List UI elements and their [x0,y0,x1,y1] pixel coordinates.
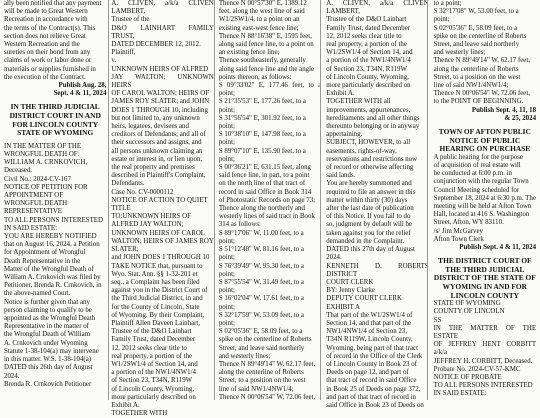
text-line: /s/ Jim McGarvey [433,227,484,235]
text-line: point; [218,270,235,278]
text-line: and part of that tract of record in [326,393,416,401]
text-line: a portion of the NW1/4NW1/4 [326,57,411,65]
text-line: points thereon, as follows: [218,73,292,81]
text-line: against you in the District Court of [111,287,208,295]
text-line: T34N R119W, Lincoln County, [326,336,413,344]
text-line: Probate No. 2024-CV-57-KMC [433,365,521,373]
text-line: TAKE NOTICE that, pursuant to [111,262,203,270]
text-line: ALFRED JAY WALTON; [111,221,184,229]
text-line: described in Plaintiff's Complaint, [111,172,206,180]
text-line: WALTON; HEIRS OF JAMES ROY SLATER; [111,237,214,254]
text-line: Thence N 00°57'30" E, 1389.12 [218,0,307,7]
column-5 [434,0,536,400]
text-line: A. CLIVEN, a/k/a CLIVEN LAMBERT, [111,0,214,16]
text-line: point; [218,139,235,147]
column-1 [4,0,106,400]
text-line: W1/2SW1/4 of Section 14, and [326,49,413,57]
text-line: Petitioner, Brenda R. Crnkovich, in [4,282,102,290]
text-line: NOTICE OF PETITION FOR [4,183,88,191]
text-line: point; [218,303,235,311]
text-line: W1/2SW1/4, to a point on an [218,16,300,24]
text-line: point; [218,287,235,295]
text-line: Western Recreation and the [4,41,80,49]
text-line: IN THE MATTER OF THE [4,142,82,150]
text-line: real property, a portion of the [326,41,407,49]
text-line: JAY WALTON; UNKNOWN HEIRS [111,73,214,90]
text-line: along said fence line and the angle [218,65,315,73]
text-line: for Appointment of Wrongful [4,249,86,257]
text-line: the Wrongful Death of William [4,331,91,339]
text-line: September 18, 2024 at 6:30 p.m. The [433,194,536,202]
text-line: Afton Town Clerk [433,235,484,243]
text-line: S 02°05'36" E, 58.09 feet, to a [218,328,303,336]
text-line: S 89°17'06" W, 11.00 feet, to a [218,229,304,237]
text-line: of Photostatic Records on page 73; [218,196,316,204]
text-line: thereunto belonging or in anyway [326,123,420,131]
text-line: feet, along the west line of said [218,8,305,16]
text-line: of acquisition of real estate will [433,162,521,170]
publish-dates-2: Publish Sept. 4, 11, 18 [471,106,537,114]
text-line: Family Trust, dated December [326,24,411,32]
text-line: creditors of Defendants; and all of [111,131,206,139]
text-line: William A. Crnkovich was filed by [4,274,101,282]
estate-court-heading: THE DISTRICT COURT OF THE THIRD JUDICIAL DISTRICT OF THE STATE OF WYOMING IN AND FOR LINCOLN COUNTY [433,256,536,300]
text-line: Representative in the matter of [4,323,89,331]
text-line: Street, and leave said northerly [433,41,520,49]
text-line: JAMES ROY SLATER; and JOHN [111,98,210,106]
text-line: of Lincoln County, Wyoming, [326,73,409,81]
text-line: S 31°56'54" E, 301.92 feet, to a [218,114,306,122]
text-line: COUNTY OF LINCOLN [433,308,505,316]
text-line: point; [218,237,235,245]
text-line: improvements, appurtenances, [326,106,411,114]
text-line: conjunction with the regular Town [433,178,529,186]
text-line: Plaintiff, [111,49,136,57]
text-line: Street, Afton, WY 83110. [433,219,504,227]
text-line: sureties on their bond from any [4,49,91,57]
text-line: heirs, legatees, devisees and [111,123,189,131]
column-rule [214,0,215,400]
text-line: 2024. [4,372,20,380]
text-line: DATED this 27th day of August [326,246,415,254]
text-line: Trustee of the D&O Lainhart [111,328,192,336]
text-line: line of said NW1/4NW1/4; [433,82,509,90]
text-line: claims of work or labor done or [4,57,92,65]
text-line: Street, to a position on the west [433,73,521,81]
text-line: ally been notified that any payment [4,0,102,7]
text-line: westerly lines of said tract in Book [218,213,315,221]
text-line: Hall, located at 416 S. Washington [433,211,530,219]
text-line: Council Meeting scheduled for [433,186,520,194]
text-line: TOGETHER WITH [111,410,168,418]
text-line: to the POINT OF BEGINNING. [433,98,524,106]
text-line: v. [111,57,117,65]
court-heading: IN THE THIRD JUDICIAL DISTRICT COURT IN AND FOR LINCOLN COUNTY STATE OF WYOMING [9,102,101,138]
estate-notice [434,300,536,398]
text-line: KENNETH D. ROBERTS DISTRICT [326,262,429,278]
text-line: that tract of record in said Office [326,377,417,385]
text-line: along the centerline of Roberts [433,65,519,73]
text-line: YOU ARE HEREBY NOTIFIED [4,233,97,241]
text-line: Brenda R. Crnkovich Petitioner [4,380,92,388]
notice-title [4,184,106,233]
text-line: Section 14, and that part of the [326,319,411,327]
text-line: Defendants. [111,180,145,188]
matter-caption [4,143,106,176]
text-line: of Lincoln County, Wyoming, [111,385,195,393]
quiet-title-notice-continued [326,0,428,410]
property-description [219,0,321,402]
text-line: be conducted at 6:00 p.m. in [433,170,512,178]
text-line: Street, to a position on the west [218,377,306,385]
text-line: Thence along the northerly and [218,205,305,213]
text-line: S 09°33'02" E, 177.46 feet, to a point; [218,82,322,98]
text-line: a portion of the NW1/4NW1/4 [111,369,196,377]
text-line: that on August 16, 2024, a Petition [4,241,100,249]
afton-heading: TOWN OF AFTON PUBLIC NOTICE OF PUBLIC HEARING ON PURCHASE [438,127,531,154]
text-line: You are hereby summoned and [326,180,412,188]
text-line: seq., a Complaint has been filed [111,278,200,286]
text-line: S 32°17'59" W, 53.09 feet, to a [218,311,304,319]
text-line: Wyo. Stat. Ann. §§ 1-32-201 et [111,270,198,278]
text-line: Thence N 89°49'14" W, 62.17 feet, [218,360,316,368]
publish-dates-1: Publish Aug. 28, [58,82,107,90]
text-line: hereditaments and all other things [326,114,420,122]
text-line: Thence southeasterly, generally [218,57,306,65]
text-line: materials or supplies furnished in [4,65,96,73]
great-western-notice-tail [4,0,106,82]
text-line: A public hearing for the purpose [433,153,523,161]
text-line: COURT CLERK [326,278,374,286]
text-line: said fence line, in part, to a point [218,172,310,180]
text-line: OF JEFFREY HENT CORBITT a/k/a [433,341,537,357]
text-line: all persons unknown claiming an [111,147,203,155]
text-line: said lands. [326,172,356,180]
text-line: A. CLIVEN, a/k/a CLIVEN LAMBERT, [326,0,429,16]
text-line: TO:UNKNOWN HEIRS OF [111,213,191,221]
text-line: 12, 2012 seeks clear title to [326,32,402,40]
text-line: Statute 1-38-104(a) may intervene [4,347,99,355]
text-line: Deceased. [4,167,33,175]
text-line: point; [218,106,235,114]
text-line: DATED DECEMBER 12, 2012. [111,41,201,49]
text-line: A. Crnkovich under Wyoming [4,339,88,347]
text-line: NW1/4NW1/4 of Section 23, [326,328,407,336]
text-line: WRONGFUL DEATH OF: [4,151,80,159]
text-line: S 10°38'10" E, 147.98 feet, to a [218,131,306,139]
text-line: UNKNOWN HEIRS OF CAROL [111,229,206,237]
text-line: Thence N 00°06'54" W, 72.06 feet, [218,393,316,401]
text-line: S 89°07'10" E, 135.90 feet, to a [218,147,306,155]
publish-dates-2b: & 25, 2024 [504,114,537,122]
text-line: TO ALL PERSONS INTERESTED [4,216,103,224]
text-line: Case No. CV-0000112 [111,188,174,196]
text-line: point; [218,123,235,131]
text-line: S 00°36'21" E, 631.15 feet, along [218,164,311,172]
text-line: said Office in Book 23 of Deeds on [326,401,424,409]
text-line: their successors and assigns, and [111,139,202,147]
text-line: of record or otherwise affecting [326,164,414,172]
text-line: point; [218,254,235,262]
text-line: along said fence line, to a point on [218,41,314,49]
text-line: IN SAID ESTATE: [4,224,58,232]
text-line: of Section 23, T34N, R119W [326,65,407,73]
text-line: so, judgment by default will be [326,221,412,229]
text-line: matter within thirty (30) days [326,196,408,204]
text-line: Death Representative in the [4,257,81,265]
text-line: Thence N 89°49'14" W, 62.17 feet, [433,57,530,65]
text-line: REPRESENTATIVE [4,208,63,216]
text-line: S 76°39'49" W, 95.30 feet, to a [218,262,304,270]
text-line: That part of the W1/2SW1/4 of [326,311,413,319]
text-line: Thence N 00°06'54" W, 72.06 feet, [433,90,530,98]
column-rule [427,0,428,400]
text-line: WILLIAM A. CRNKOVICH, [4,159,88,167]
text-line: S 16°02'04" W, 17.61 feet, to a [218,295,304,303]
text-line: Notice is further given that any [4,298,90,306]
text-line: TOGETHER WITH all [326,98,391,106]
column-4 [326,0,429,409]
text-line: TITLE [111,205,131,213]
text-line: will be made to Great Western [4,8,88,16]
text-line: 12, 2012 seeks clear title to [111,344,187,352]
text-line: of this Notice. If you fail to do [326,213,411,221]
publish-dates-1b: Sept. 4 & 11, 2024 [53,90,107,98]
text-line: EXHIBIT A [326,303,360,311]
text-line: Street, and leave said northerly [218,344,305,352]
text-line: S 87°55'54" W, 31.49 feet, to a [218,278,304,286]
civil-number: Civil No.: 2024-CV-167 [4,175,71,183]
text-line: and JOHN DOES 1 THROUGH 10 [111,254,210,262]
text-line: Matter of the Wrongful Death of [4,265,94,273]
notice-body [4,233,106,389]
text-line: along the centerline of Roberts [218,369,304,377]
text-line: NOTICE OF PROBATE [433,374,502,382]
text-line: Family Trust, dated December [111,336,196,344]
text-line: Thence N 88°16'38" E, 1595 feet, [218,32,312,40]
text-line: appointed as the Wrongful Death [4,315,96,323]
text-line: Deeds on page 12, and part of [326,369,409,377]
text-line: after the last date of publication [326,205,414,213]
text-line: demanded in the Complaint. [326,237,405,245]
text-line: the real property and premises [111,164,195,172]
text-line: DATED this 26th day of August [4,364,93,372]
text-line: spike on the centerline of Roberts [433,32,527,40]
text-line: reservations and restrictions now [326,155,418,163]
text-line: of Lincoln County in Book 23 of [326,360,417,368]
text-line: DOES 1 THROUGH 10, including [111,106,208,114]
text-line: Trustee of the [111,16,150,24]
text-line: of record in the Office of the Clerk [326,352,423,360]
text-line: SS [433,316,442,324]
text-line: estate or interest in, or lien upon, [111,155,203,163]
text-line: IN THE MATTER OF THE ESTATE [433,324,537,341]
text-line: NOTICE OF ACTION TO QUIET [111,196,208,204]
text-line: more particularly described on [326,82,411,90]
text-line: to a point; [433,0,462,7]
text-line: point; [218,155,235,163]
text-line: Exhibit A. [326,90,355,98]
text-line: point; [433,16,450,24]
text-line: of Wyoming. By their Complaint, [111,311,205,319]
text-line: meeting will be held at Afton Town [433,203,532,211]
text-line: the execution of the Contract. [4,73,86,81]
text-line: section does not relieve Great [4,32,86,40]
column-3 [219,0,321,400]
text-line: Wyoming, being part of that tract [326,344,419,352]
text-line: Exhibit A. [111,401,140,409]
text-line: real property, a portion of the [111,352,193,360]
text-line: S 32°17'08" W, 53.00 feet, to a [433,8,519,16]
text-line: Trustee of the D&O Lainhart [326,16,407,24]
text-line: OF CAROL WALTON; HEIRS OF [111,90,210,98]
text-line: of Section 23, T34N, R119W [111,377,193,385]
text-line: line of said NW1/4NW1/4; [218,385,294,393]
text-line: easements, rights-of-way, [326,147,397,155]
text-line: SUBJECT, HOWEVER, to all [326,139,411,147]
text-line: S 21°35'53" E, 177.26 feet, to a [218,98,306,106]
publish-dates-3: Publish Sept. 4 & 11, 2024 [459,244,537,252]
text-line: 2024. [326,254,342,262]
text-line: DEPUTY COURT CLERK [326,295,402,303]
text-line: S 02°05'36" E, 58.09 feet, to a [433,24,518,32]
text-line: record in said Office in Book 314 [218,188,312,196]
column-rule [320,0,321,400]
column-2 [111,0,214,418]
text-line: the Third Judicial District, in and [111,295,203,303]
text-line: existing east-west fence line; [218,24,299,32]
hearing-notice [434,154,536,244]
text-line: but not limited to, any unknown [111,114,200,122]
text-line: IN SAID ESTATE: [433,390,487,398]
text-line: W1/2SW1/4 of Section 14, and [111,360,198,368]
text-line: BY: Jenny Clarke [326,287,375,295]
text-line: TO ALL PERSONS INTERESTED [433,382,533,390]
text-line: in this matter. W.S. 1-38-104(a) [4,356,92,364]
text-line: more particularly described on [111,393,196,401]
text-line: in Book 25 of Deeds on page 372, [326,385,421,393]
column-rule [108,0,109,400]
text-line: person claiming to qualify to be [4,306,92,314]
text-line: and westerly lines; [218,352,271,360]
text-line: point; [218,319,235,327]
text-line: S 51°12'48" W, 81.16 feet, to a [218,246,304,254]
text-line: STATE OF WYOMING [433,300,501,308]
text-line: spike on the centerline of Roberts [218,336,312,344]
property-description-end [434,0,536,107]
text-line: the terms of the Contract(s). This [4,24,96,32]
text-line: appertaining. [326,131,363,139]
text-line: APPOINTMENT OF [4,192,64,200]
text-line: WRONGFUL DEATH [4,200,68,208]
text-line: UNKNOWN HEIRS OF ALFRED [111,65,209,73]
text-line: 314 as follows: [218,221,261,229]
text-line: Recreation in accordance with [4,16,88,24]
text-line: an existing fence line; [218,49,280,57]
text-line: the above-named Court. [4,290,71,298]
text-line: Plaintiff Allen Daveen Lainhart, [111,319,201,327]
text-line: and westerly lines; [433,49,486,57]
text-line: D&O LAINHART FAMILY TRUST, [111,24,214,40]
text-line: for the County of Lincoln, State [111,303,200,311]
text-line: on the north line of that tract of [218,180,306,188]
text-line: required to file an answer in this [326,188,416,196]
text-line: JEFFREY H. CORBITT, Deceased. [433,357,533,365]
text-line: taken against you for the relief [326,229,411,237]
quiet-title-notice [111,0,213,418]
